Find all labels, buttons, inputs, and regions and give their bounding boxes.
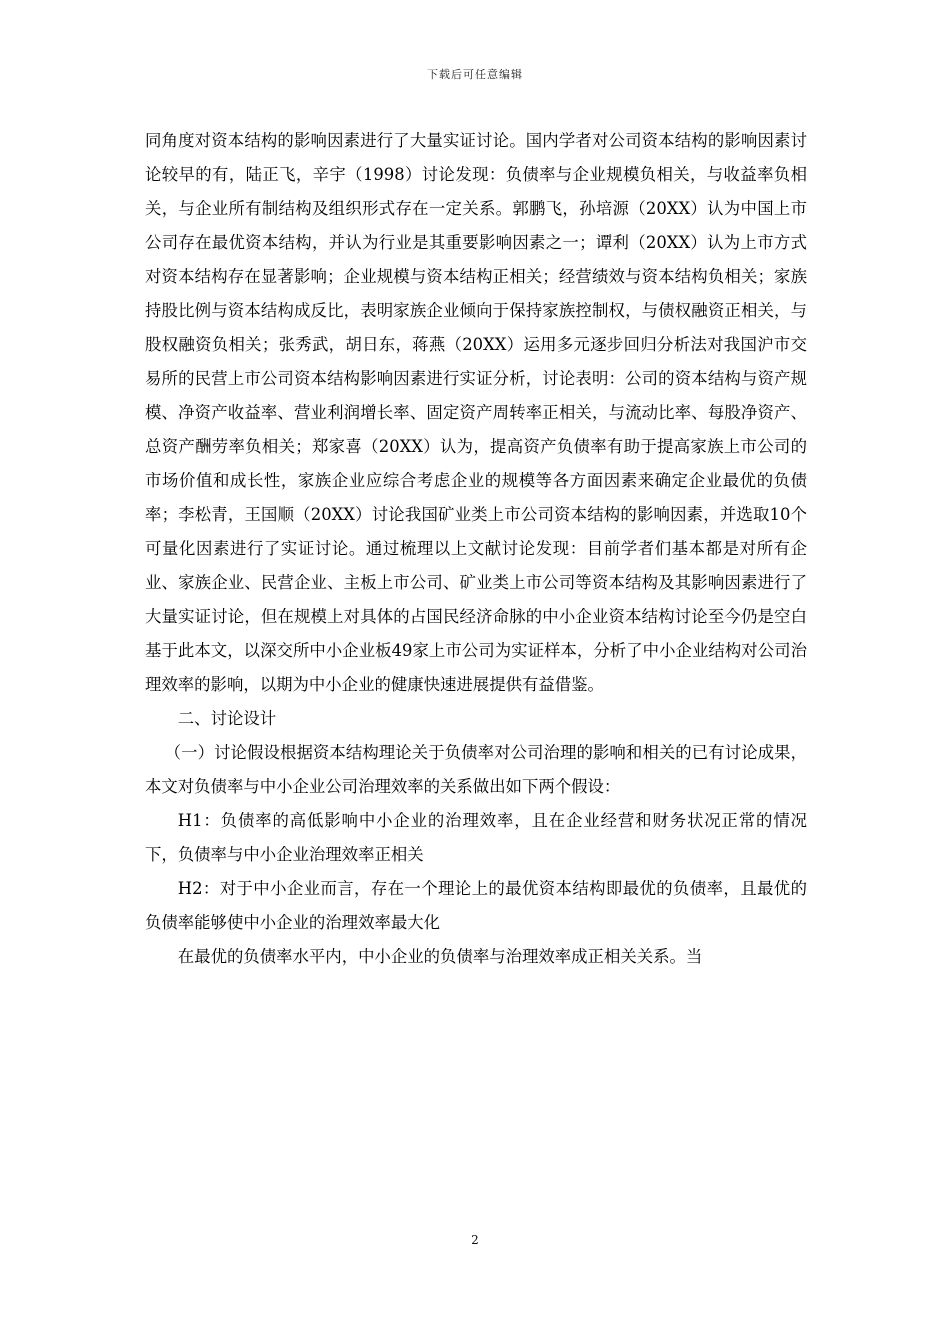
paragraph-hypothesis-h1: H1：负债率的高低影响中小企业的治理效率，且在企业经营和财务状况正常的情况下，负债率与中小企业治理效率正相关 <box>145 811 807 864</box>
page-number: 2 <box>471 1233 479 1247</box>
page-header: 下载后可任意编辑 <box>427 68 523 81</box>
paragraph-hypotheses-intro: （一）讨论假设根据资本结构理论关于负债率对公司治理的影响和相关的已有讨论成果，本文对负债率与中小企业公司治理效率的关系做出如下两个假设： <box>145 743 807 796</box>
paragraph-literature-review: 同角度对资本结构的影响因素进行了大量实证讨论。国内学者对公司资本结构的影响因素讨论较早的有，陆正飞，辛宇（1998）讨论发现：负债率与企业规模负相关，与收益率负相关，与企业所有制结构及组织形式存在一定关系。郭鹏飞，孙培源（20XX）认为中国上市公司存在最优资本结构，并认为行业是其重要影响因素之一；谭利（20XX）认为上市方式对资本结构存在显著影响；企业规模与资本结构正相关；经营绩效与资本结构负相关；家族持股比例与资本结构成反比，表明家族企业倾向于保持家族控制权，与债权融资正相关，与股权融资负相关；张秀武，胡日东，蒋燕（20XX）运用多元逐步回归分析法对我国沪市交易所的民营上市公司资本结构影响因素进行实证分析，讨论表明：公司的资本结构与资产规模、净资产收益率、营业利润增长率、固定资产周转率正相关，与流动比率、每股净资产、总资产酬劳率负相关；郑家喜（20XX）认为，提高资产负债率有助于提高家族上市公司的市场价值和成长性，家族企业应综合考虑企业的规模等各方面因素来确定企业最优的负债率；李松青，王国顺（20XX）讨论我国矿业类上市公司资本结构的影响因素，并选取10个可量化因素进行了实证讨论。通过梳理以上文献讨论发现：目前学者们基本都是对所有企业、家族企业、民营企业、主板上市公司、矿业类上市公司等资本结构及其影响因素进行了大量实证讨论，但在规模上对具体的占国民经济命脉的中小企业资本结构讨论至今仍是空白基于此本文，以深交所中小企业板49家上市公司为实证样本，分析了中小企业结构对公司治理效率的影响，以期为中小企业的健康快速进展提供有益借鉴。 <box>145 131 807 694</box>
paragraph-continuation: 在最优的负债率水平内，中小企业的负债率与治理效率成正相关关系。当 <box>177 947 703 966</box>
section-heading: 二、讨论设计 <box>177 709 277 728</box>
body-text <box>145 124 807 974</box>
paragraph-hypothesis-h2: H2：对于中小企业而言，存在一个理论上的最优资本结构即最优的负债率，且最优的负债率能够使中小企业的治理效率最大化 <box>145 879 807 932</box>
